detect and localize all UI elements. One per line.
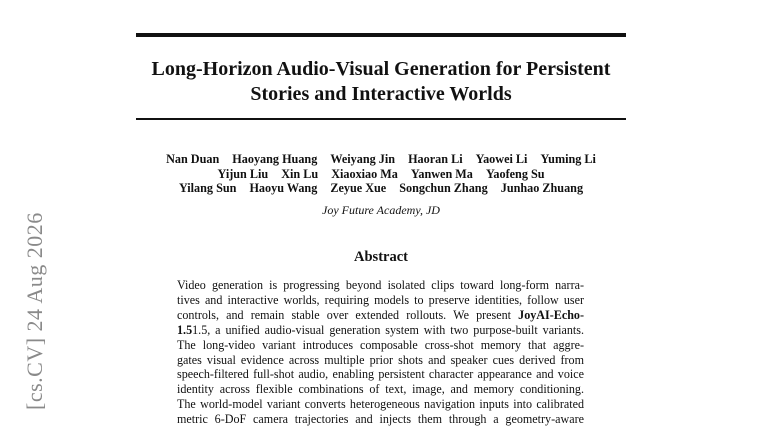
paper-title [120, 57, 642, 107]
abstract-line: identity across flexible combinations of text, image, and memory conditioning. [177, 382, 584, 397]
abstract-line: speech-filtered full-shot audio, enabling persistent character appearance and voice [177, 367, 584, 382]
author-name: Haoran Li [408, 152, 463, 166]
abstract-line: The world-model variant converts heterogeneous navigation inputs into calibrated [177, 397, 584, 412]
author-list [110, 152, 652, 196]
abstract-line: tives and interactive worlds, requiring models to preserve identities, follow user [177, 292, 584, 307]
abstract-line: gates visual evidence across multiple prior shots and speaker cues derived from [177, 352, 584, 367]
abstract-line-text: controls, and remain stable over extended rollouts. We present [177, 307, 519, 322]
title-line: Long-Horizon Audio-Visual Generation for Persistent [151, 58, 611, 80]
author-name: Haoyu Wang [249, 181, 318, 195]
author-name: Nan Duan [166, 152, 220, 166]
author-name: Junhao Zhuang [500, 181, 584, 195]
author-name: Yaowei Li [475, 152, 528, 166]
author-name: Songchun Zhang [399, 181, 488, 195]
abstract-line: Video generation is progressing beyond isolated clips toward long-form narra- [177, 278, 584, 292]
author-name: Yijun Liu [217, 166, 269, 181]
author-name: Yuming Li [540, 152, 596, 166]
abstract-line: metric 6-DoF camera trajectories and injects them through a geometry-aware [177, 412, 584, 427]
system-name: JoyAI-Echo- [518, 307, 584, 322]
system-name-version: 1.5 [177, 322, 193, 337]
abstract-line-text: 1.5, a unified audio-visual generation system with two purpose-built variants. [192, 322, 584, 337]
affiliation: Joy Future Academy, JD [322, 203, 440, 217]
author-name: Xiaoxiao Ma [331, 166, 398, 181]
title-top-rule [136, 33, 626, 37]
author-name: Weiyang Jin [330, 152, 396, 166]
author-name: Haoyang Huang [232, 152, 318, 166]
abstract-body [177, 278, 584, 427]
abstract-line [177, 323, 584, 338]
author-name: Zeyue Xue [330, 181, 387, 195]
abstract-heading: Abstract [354, 249, 408, 265]
abstract-line [177, 308, 584, 323]
author-name: Yilang Sun [178, 181, 237, 195]
author-row [110, 167, 652, 182]
author-name: Yanwen Ma [410, 166, 473, 181]
title-line: Stories and Interactive Worlds [250, 83, 512, 105]
author-name: Yaofeng Su [485, 166, 545, 181]
arxiv-side-label: [cs.CV] 24 Aug 2026 [22, 212, 47, 410]
title-bottom-rule [136, 118, 626, 120]
author-row [110, 181, 652, 196]
abstract-line: The long-video variant introduces composable cross-shot memory that aggre- [177, 337, 584, 352]
author-name: Xin Lu [281, 166, 319, 181]
author-row [110, 152, 652, 167]
